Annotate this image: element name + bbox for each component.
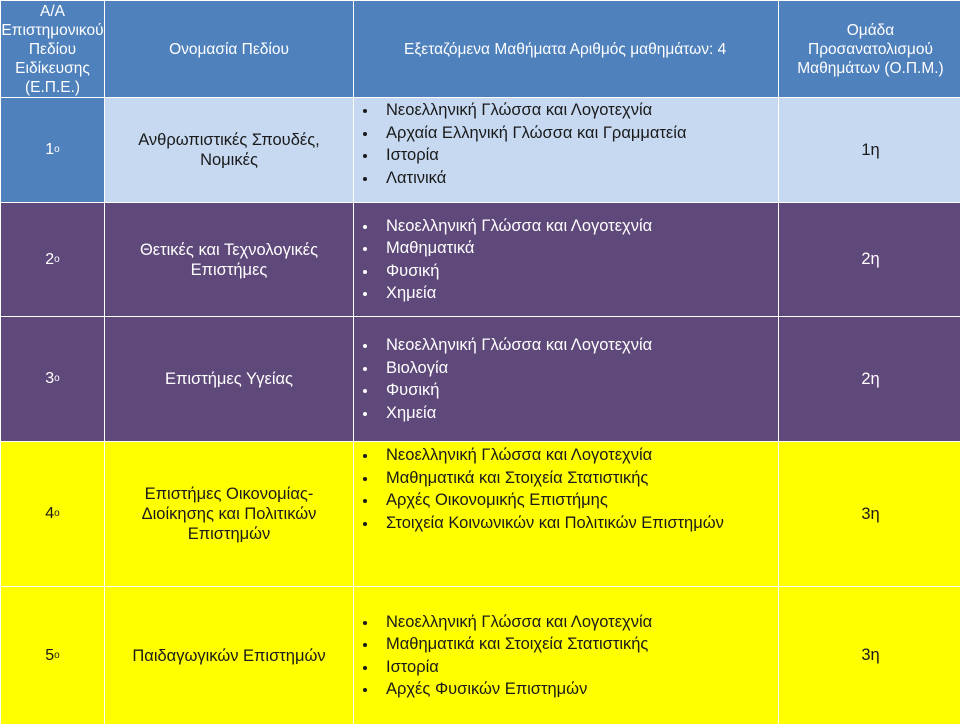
subject-item: Μαθηματικά <box>360 237 652 260</box>
subject-item: Στοιχεία Κοινωνικών και Πολιτικών Επιστημών <box>360 512 724 535</box>
subject-item: Αρχαία Ελληνική Γλώσσα και Γραμματεία <box>360 122 687 145</box>
subject-item: Νεοελληνική Γλώσσα και Λογοτεχνία <box>360 334 652 357</box>
subject-item: Χημεία <box>360 402 652 425</box>
row-5-field: Παιδαγωγικών Επιστημών <box>105 587 353 724</box>
row-3-group: 2η <box>779 317 960 441</box>
subject-list <box>360 611 652 701</box>
subject-item: Λατινικά <box>360 167 687 190</box>
subject-item: Φυσική <box>360 379 652 402</box>
header-orientation-group: Ομάδα Προσανατολισμού Μαθημάτων (Ο.Π.Μ.) <box>779 1 960 97</box>
subject-item: Νεοελληνική Γλώσσα και Λογοτεχνία <box>360 444 724 467</box>
row-5-group: 3η <box>779 587 960 724</box>
subject-list <box>360 215 652 305</box>
subject-list <box>360 334 652 424</box>
row-4-subjects <box>354 442 778 586</box>
subject-item: Νεοελληνική Γλώσσα και Λογοτεχνία <box>360 611 652 634</box>
row-1-number: 1 ο <box>1 98 104 202</box>
row-4-field: Επιστήμες Οικονομίας-Διοίκησης και Πολιτικών Επιστημών <box>105 442 353 586</box>
subject-item: Φυσική <box>360 260 652 283</box>
row-5-subjects <box>354 587 778 724</box>
header-number: Α/Α Επιστημονικού Πεδίου Ειδίκευσης (Ε.Π.Ε.) <box>1 2 104 96</box>
subject-item: Νεοελληνική Γλώσσα και Λογοτεχνία <box>360 99 687 122</box>
subject-item: Χημεία <box>360 282 652 305</box>
subject-item: Μαθηματικά και Στοιχεία Στατιστικής <box>360 467 724 490</box>
row-3-field: Επιστήμες Υγείας <box>105 317 353 441</box>
subject-item: Νεοελληνική Γλώσσα και Λογοτεχνία <box>360 215 652 238</box>
row-2-field: Θετικές και Τεχνολογικές Επιστήμες <box>105 203 353 316</box>
row-5-number: 5 ο <box>1 587 104 724</box>
header-field-name: Ονομασία Πεδίου <box>105 1 353 97</box>
subject-item: Ιστορία <box>360 656 652 679</box>
subject-list <box>360 99 687 189</box>
row-3-subjects <box>354 317 778 441</box>
header-subjects: Εξεταζόμενα Μαθήματα Αριθμός μαθημάτων: 4 <box>354 1 778 97</box>
subject-item: Μαθηματικά και Στοιχεία Στατιστικής <box>360 633 652 656</box>
row-number-value: 4 <box>45 505 55 522</box>
subject-item: Αρχές Οικονομικής Επιστήμης <box>360 489 724 512</box>
row-2-number: 2 ο <box>1 203 104 316</box>
row-3-number: 3 ο <box>1 317 104 441</box>
row-number-value: 2 <box>45 250 55 268</box>
subject-list <box>360 444 724 534</box>
row-number-value: 1 <box>45 141 55 158</box>
row-1-subjects <box>354 98 778 202</box>
row-1-group: 1η <box>779 98 960 202</box>
row-2-group: 2η <box>779 203 960 316</box>
subject-item: Βιολογία <box>360 357 652 380</box>
row-number-value: 3 <box>45 370 55 387</box>
row-1-field: Ανθρωπιστικές Σπουδές, Νομικές <box>105 98 353 202</box>
row-2-subjects <box>354 203 778 316</box>
subject-item: Αρχές Φυσικών Επιστημών <box>360 678 652 701</box>
row-4-number: 4 ο <box>1 442 104 586</box>
row-4-group: 3η <box>779 442 960 586</box>
row-number-value: 5 <box>45 646 55 664</box>
subject-item: Ιστορία <box>360 144 687 167</box>
